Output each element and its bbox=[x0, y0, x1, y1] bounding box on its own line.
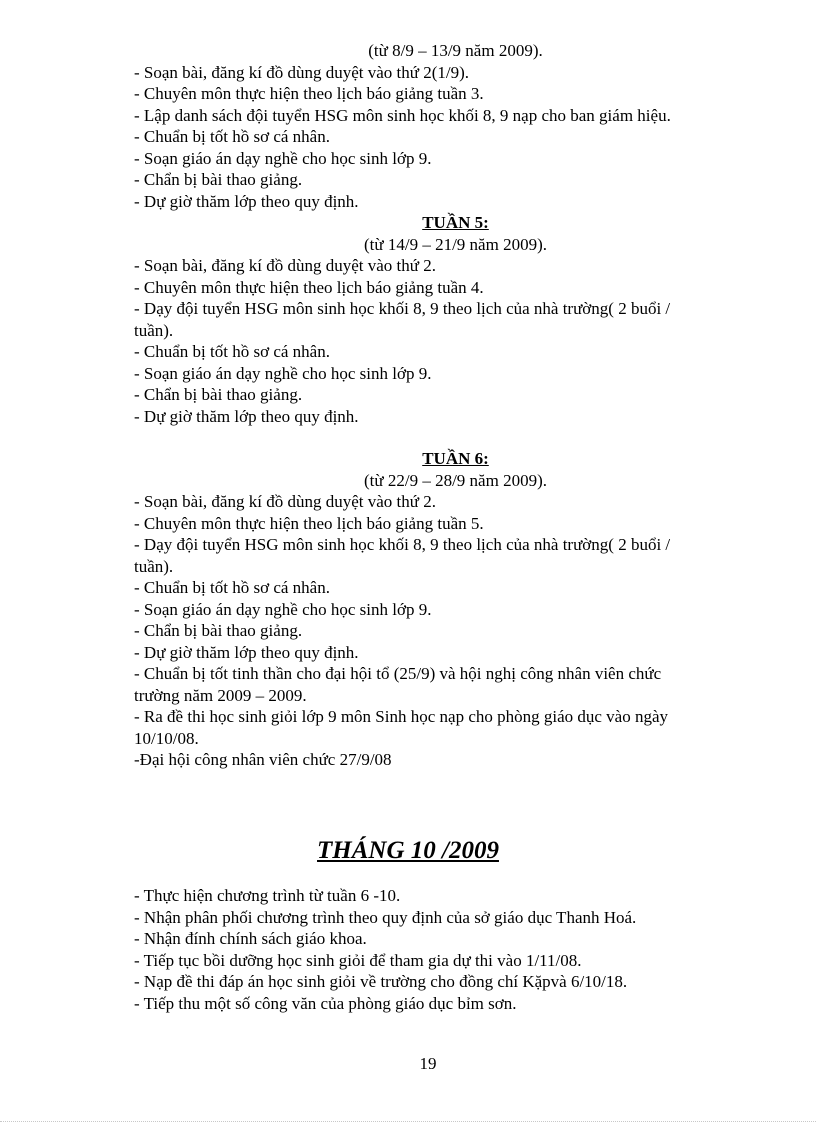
list-item: - Lập danh sách đội tuyển HSG môn sinh học khối 8, 9 nạp cho ban giám hiệu. bbox=[134, 105, 671, 125]
list-item: -Đại hội công nhân viên chức 27/9/08 bbox=[134, 750, 392, 769]
week6-heading: TUẦN 6: bbox=[422, 449, 489, 468]
list-item: tuần). bbox=[134, 320, 174, 340]
list-item: - Nhận phân phối chương trình theo quy định của sở giáo dục Thanh Hoá. bbox=[134, 907, 637, 927]
list-item: - Chẩn bị bài thao giảng. bbox=[134, 170, 303, 189]
list-item: - Chẩn bị bài thao giảng. bbox=[134, 621, 303, 640]
list-item: - Soạn bài, đăng kí đồ dùng duyệt vào thứ 2. bbox=[134, 492, 436, 511]
list-item: - Dạy đội tuyển HSG môn sinh học khối 8, 9 theo lịch của nhà trường( 2 buổi / bbox=[134, 535, 671, 554]
list-item: - Dự giờ thăm lớp theo quy định. bbox=[134, 406, 359, 426]
month-task-list bbox=[134, 885, 764, 1014]
page-number: 19 bbox=[419, 1054, 437, 1073]
week6-date-range: (từ 22/9 – 28/9 năm 2009). bbox=[364, 470, 547, 490]
list-item: - Nhận đính chính sách giáo khoa. bbox=[134, 929, 367, 948]
page-bottom-divider bbox=[0, 1121, 816, 1122]
list-item: - Chuẩn bị tốt hồ sơ cá nhân. bbox=[134, 127, 330, 146]
list-item: - Soạn bài, đăng kí đồ dùng duyệt vào thứ 2. bbox=[134, 256, 436, 275]
list-item: - Chuẩn bị tốt hồ sơ cá nhân. bbox=[134, 578, 330, 597]
list-item: - Tiếp tục bồi dưỡng học sinh giỏi để tham gia dự thi vào 1/11/08. bbox=[134, 950, 582, 970]
list-item: - Soạn giáo án dạy nghề cho học sinh lớp 9. bbox=[134, 599, 432, 619]
week4-date-range: (từ 8/9 – 13/9 năm 2009). bbox=[368, 41, 543, 60]
week5-heading: TUẦN 5: bbox=[422, 213, 489, 232]
list-item: tuần). bbox=[134, 556, 174, 576]
list-item: - Thực hiện chương trình từ tuần 6 -10. bbox=[134, 886, 401, 905]
list-item: - Chuyên môn thực hiện theo lịch báo giảng tuần 5. bbox=[134, 513, 484, 533]
list-item: - Soạn giáo án dạy nghề cho học sinh lớp 9. bbox=[134, 148, 432, 168]
list-item: - Chuyên môn thực hiện theo lịch báo giảng tuần 3. bbox=[134, 84, 484, 103]
list-item: - Tiếp thu một số công văn của phòng giáo dục bỉm sơn. bbox=[134, 993, 517, 1013]
list-item: trường năm 2009 – 2009. bbox=[134, 685, 307, 705]
list-item: - Ra đề thi học sinh giỏi lớp 9 môn Sinh học nạp cho phòng giáo dục vào ngày bbox=[134, 707, 669, 726]
list-item: - Chuyên môn thực hiện theo lịch báo giảng tuần 4. bbox=[134, 277, 484, 297]
weekly-plan bbox=[134, 40, 764, 771]
list-item: - Soạn giáo án dạy nghề cho học sinh lớp 9. bbox=[134, 363, 432, 383]
list-item: - Nạp đề thi đáp án học sinh giỏi về trường cho đồng chí Kặpvà 6/10/18. bbox=[134, 972, 628, 991]
list-item: - Chuẩn bị tốt hồ sơ cá nhân. bbox=[134, 342, 330, 361]
week5-date-range: (từ 14/9 – 21/9 năm 2009). bbox=[364, 234, 547, 254]
list-item: 10/10/08. bbox=[134, 728, 199, 748]
list-item: - Soạn bài, đăng kí đồ dùng duyệt vào thứ 2(1/9). bbox=[134, 62, 469, 82]
section-spacer bbox=[134, 427, 764, 448]
list-item: - Chuẩn bị tốt tinh thần cho đại hội tổ (25/9) và hội nghị công nhân viên chức bbox=[134, 664, 662, 683]
list-item: - Dự giờ thăm lớp theo quy định. bbox=[134, 642, 359, 662]
month-title: THÁNG 10 /2009 bbox=[317, 837, 499, 864]
list-item: - Dự giờ thăm lớp theo quy định. bbox=[134, 191, 359, 211]
list-item: - Chẩn bị bài thao giảng. bbox=[134, 385, 303, 404]
list-item: - Dạy đội tuyển HSG môn sinh học khối 8, 9 theo lịch của nhà trường( 2 buổi / bbox=[134, 299, 671, 318]
